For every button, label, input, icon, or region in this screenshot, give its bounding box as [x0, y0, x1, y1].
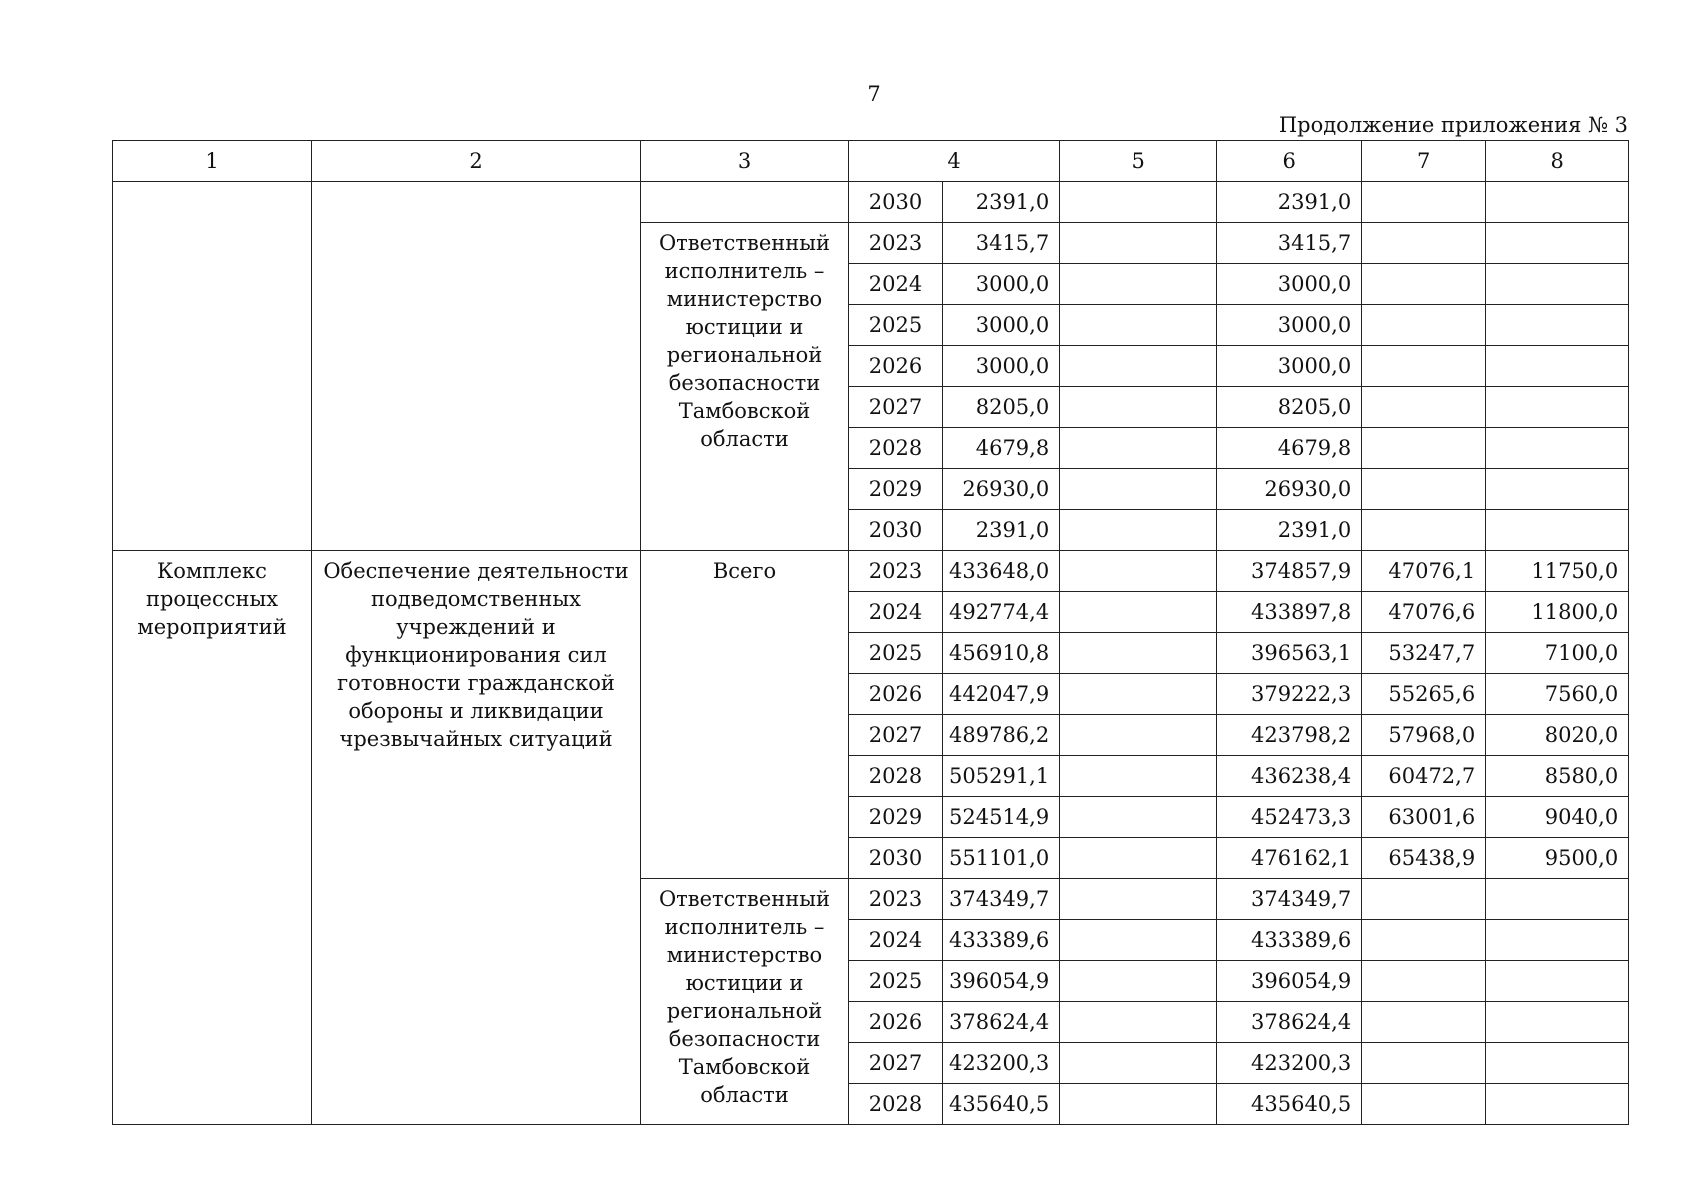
program-type-cell: Комплекс процессных мероприятий [113, 551, 312, 1125]
amount-total-cell: 2391,0 [943, 182, 1060, 223]
amount-total-cell: 492774,4 [943, 592, 1060, 633]
year-cell: 2025 [849, 633, 943, 674]
amount-total-cell: 374349,7 [943, 879, 1060, 920]
program-description-cell: Обеспечение деятельности подведомственных учреждений и функционирования сил готовности гражданской обороны и ликвидации чрезвычайных ситуаций [312, 551, 641, 1125]
amount-col5-cell [1060, 592, 1217, 633]
amount-col5-cell [1060, 633, 1217, 674]
amount-col6-cell: 3415,7 [1217, 223, 1362, 264]
amount-col5-cell [1060, 879, 1217, 920]
amount-col8-cell [1486, 1084, 1629, 1125]
amount-col7-cell: 60472,7 [1362, 756, 1486, 797]
amount-col7-cell [1362, 182, 1486, 223]
header-cell-3: 3 [641, 141, 849, 182]
amount-col8-cell: 7100,0 [1486, 633, 1629, 674]
year-cell: 2027 [849, 715, 943, 756]
amount-col8-cell: 9500,0 [1486, 838, 1629, 879]
amount-col8-cell: 8020,0 [1486, 715, 1629, 756]
amount-col8-cell [1486, 879, 1629, 920]
amount-col8-cell: 11800,0 [1486, 592, 1629, 633]
amount-col7-cell [1362, 305, 1486, 346]
amount-col6-cell: 452473,3 [1217, 797, 1362, 838]
year-cell: 2023 [849, 223, 943, 264]
year-cell: 2024 [849, 592, 943, 633]
amount-col8-cell [1486, 346, 1629, 387]
year-cell: 2029 [849, 469, 943, 510]
amount-col6-cell: 2391,0 [1217, 182, 1362, 223]
year-cell: 2027 [849, 1043, 943, 1084]
amount-col6-cell: 423798,2 [1217, 715, 1362, 756]
continuation-label: Продолжение приложения № 3 [1278, 113, 1628, 137]
header-cell-8: 8 [1486, 141, 1629, 182]
year-cell: 2030 [849, 182, 943, 223]
program-cell [113, 182, 312, 551]
year-cell: 2025 [849, 305, 943, 346]
amount-col7-cell [1362, 961, 1486, 1002]
amount-col5-cell [1060, 1002, 1217, 1043]
amount-col6-cell: 476162,1 [1217, 838, 1362, 879]
amount-total-cell: 433389,6 [943, 920, 1060, 961]
amount-col7-cell: 63001,6 [1362, 797, 1486, 838]
amount-total-cell: 2391,0 [943, 510, 1060, 551]
year-cell: 2024 [849, 920, 943, 961]
amount-col8-cell: 7560,0 [1486, 674, 1629, 715]
amount-col6-cell: 3000,0 [1217, 346, 1362, 387]
amount-col7-cell [1362, 920, 1486, 961]
amount-col6-cell: 379222,3 [1217, 674, 1362, 715]
year-cell: 2025 [849, 961, 943, 1002]
amount-col6-cell: 433897,8 [1217, 592, 1362, 633]
amount-col5-cell [1060, 715, 1217, 756]
amount-total-cell: 3415,7 [943, 223, 1060, 264]
amount-col6-cell: 4679,8 [1217, 428, 1362, 469]
amount-total-cell: 423200,3 [943, 1043, 1060, 1084]
amount-col7-cell: 53247,7 [1362, 633, 1486, 674]
amount-col7-cell [1362, 223, 1486, 264]
amount-total-cell: 378624,4 [943, 1002, 1060, 1043]
amount-col7-cell [1362, 879, 1486, 920]
amount-col5-cell [1060, 674, 1217, 715]
amount-col6-cell: 396563,1 [1217, 633, 1362, 674]
amount-col5-cell [1060, 1043, 1217, 1084]
amount-col6-cell: 423200,3 [1217, 1043, 1362, 1084]
header-cell-1: 1 [113, 141, 312, 182]
amount-col6-cell: 2391,0 [1217, 510, 1362, 551]
amount-total-cell: 551101,0 [943, 838, 1060, 879]
amount-total-cell: 505291,1 [943, 756, 1060, 797]
executor-cell: Ответственный исполнитель – министерство юстиции и региональной безопасности Тамбовской области [641, 879, 849, 1125]
amount-col5-cell [1060, 305, 1217, 346]
description-cell [312, 182, 641, 551]
header-cell-2: 2 [312, 141, 641, 182]
amount-total-cell: 433648,0 [943, 551, 1060, 592]
amount-total-cell: 3000,0 [943, 305, 1060, 346]
amount-col7-cell [1362, 387, 1486, 428]
year-cell: 2028 [849, 428, 943, 469]
amount-col8-cell [1486, 223, 1629, 264]
amount-col8-cell [1486, 920, 1629, 961]
amount-col8-cell: 8580,0 [1486, 756, 1629, 797]
header-cell-7: 7 [1362, 141, 1486, 182]
amount-col6-cell: 374349,7 [1217, 879, 1362, 920]
amount-col7-cell [1362, 346, 1486, 387]
amount-col5-cell [1060, 1084, 1217, 1125]
amount-col8-cell [1486, 264, 1629, 305]
amount-col7-cell: 57968,0 [1362, 715, 1486, 756]
amount-col5-cell [1060, 346, 1217, 387]
header-cell-5: 5 [1060, 141, 1217, 182]
amount-col7-cell: 47076,6 [1362, 592, 1486, 633]
amount-col7-cell [1362, 428, 1486, 469]
amount-col6-cell: 433389,6 [1217, 920, 1362, 961]
year-cell: 2024 [849, 264, 943, 305]
year-cell: 2029 [849, 797, 943, 838]
amount-total-cell: 4679,8 [943, 428, 1060, 469]
amount-col6-cell: 396054,9 [1217, 961, 1362, 1002]
amount-total-cell: 8205,0 [943, 387, 1060, 428]
page-number: 7 [867, 82, 881, 106]
amount-total-cell: 26930,0 [943, 469, 1060, 510]
amount-col8-cell: 11750,0 [1486, 551, 1629, 592]
amount-col6-cell: 436238,4 [1217, 756, 1362, 797]
amount-col5-cell [1060, 920, 1217, 961]
year-cell: 2028 [849, 1084, 943, 1125]
amount-col8-cell [1486, 961, 1629, 1002]
header-row [113, 141, 1629, 182]
amount-total-cell: 442047,9 [943, 674, 1060, 715]
header-cell-6: 6 [1217, 141, 1362, 182]
amount-col8-cell [1486, 182, 1629, 223]
amount-col5-cell [1060, 510, 1217, 551]
amount-total-cell: 396054,9 [943, 961, 1060, 1002]
amount-col5-cell [1060, 387, 1217, 428]
amount-total-cell: 3000,0 [943, 346, 1060, 387]
amount-col7-cell [1362, 1043, 1486, 1084]
amount-col8-cell [1486, 469, 1629, 510]
amount-col6-cell: 374857,9 [1217, 551, 1362, 592]
amount-col6-cell: 435640,5 [1217, 1084, 1362, 1125]
amount-total-cell: 524514,9 [943, 797, 1060, 838]
amount-col8-cell [1486, 1043, 1629, 1084]
year-cell: 2027 [849, 387, 943, 428]
amount-col7-cell [1362, 510, 1486, 551]
amount-col6-cell: 8205,0 [1217, 387, 1362, 428]
budget-table [112, 140, 1629, 1125]
amount-col5-cell [1060, 264, 1217, 305]
amount-col8-cell [1486, 510, 1629, 551]
amount-col7-cell [1362, 1084, 1486, 1125]
amount-col5-cell [1060, 838, 1217, 879]
amount-col5-cell [1060, 223, 1217, 264]
amount-col7-cell: 47076,1 [1362, 551, 1486, 592]
amount-col6-cell: 3000,0 [1217, 264, 1362, 305]
amount-col5-cell [1060, 797, 1217, 838]
amount-total-cell: 435640,5 [943, 1084, 1060, 1125]
total-label-cell: Всего [641, 551, 849, 879]
executor-cell: Ответственный исполнитель – министерство юстиции и региональной безопасности Тамбовской области [641, 223, 849, 551]
amount-col7-cell: 55265,6 [1362, 674, 1486, 715]
year-cell: 2030 [849, 838, 943, 879]
amount-col8-cell [1486, 305, 1629, 346]
amount-col8-cell [1486, 387, 1629, 428]
amount-col5-cell [1060, 551, 1217, 592]
year-cell: 2023 [849, 879, 943, 920]
amount-col6-cell: 378624,4 [1217, 1002, 1362, 1043]
year-cell: 2026 [849, 346, 943, 387]
amount-col7-cell [1362, 1002, 1486, 1043]
amount-col6-cell: 3000,0 [1217, 305, 1362, 346]
amount-col5-cell [1060, 469, 1217, 510]
amount-total-cell: 3000,0 [943, 264, 1060, 305]
amount-col5-cell [1060, 428, 1217, 469]
executor-cell [641, 182, 849, 223]
amount-total-cell: 489786,2 [943, 715, 1060, 756]
amount-col8-cell [1486, 1002, 1629, 1043]
amount-col8-cell [1486, 428, 1629, 469]
amount-col6-cell: 26930,0 [1217, 469, 1362, 510]
table-row [113, 551, 1629, 592]
amount-col5-cell [1060, 961, 1217, 1002]
year-cell: 2026 [849, 1002, 943, 1043]
amount-col8-cell: 9040,0 [1486, 797, 1629, 838]
year-cell: 2030 [849, 510, 943, 551]
amount-total-cell: 456910,8 [943, 633, 1060, 674]
year-cell: 2023 [849, 551, 943, 592]
table-row [113, 182, 1629, 223]
amount-col7-cell [1362, 264, 1486, 305]
amount-col5-cell [1060, 182, 1217, 223]
year-cell: 2026 [849, 674, 943, 715]
year-cell: 2028 [849, 756, 943, 797]
header-cell-4: 4 [849, 141, 1060, 182]
amount-col7-cell: 65438,9 [1362, 838, 1486, 879]
amount-col7-cell [1362, 469, 1486, 510]
amount-col5-cell [1060, 756, 1217, 797]
